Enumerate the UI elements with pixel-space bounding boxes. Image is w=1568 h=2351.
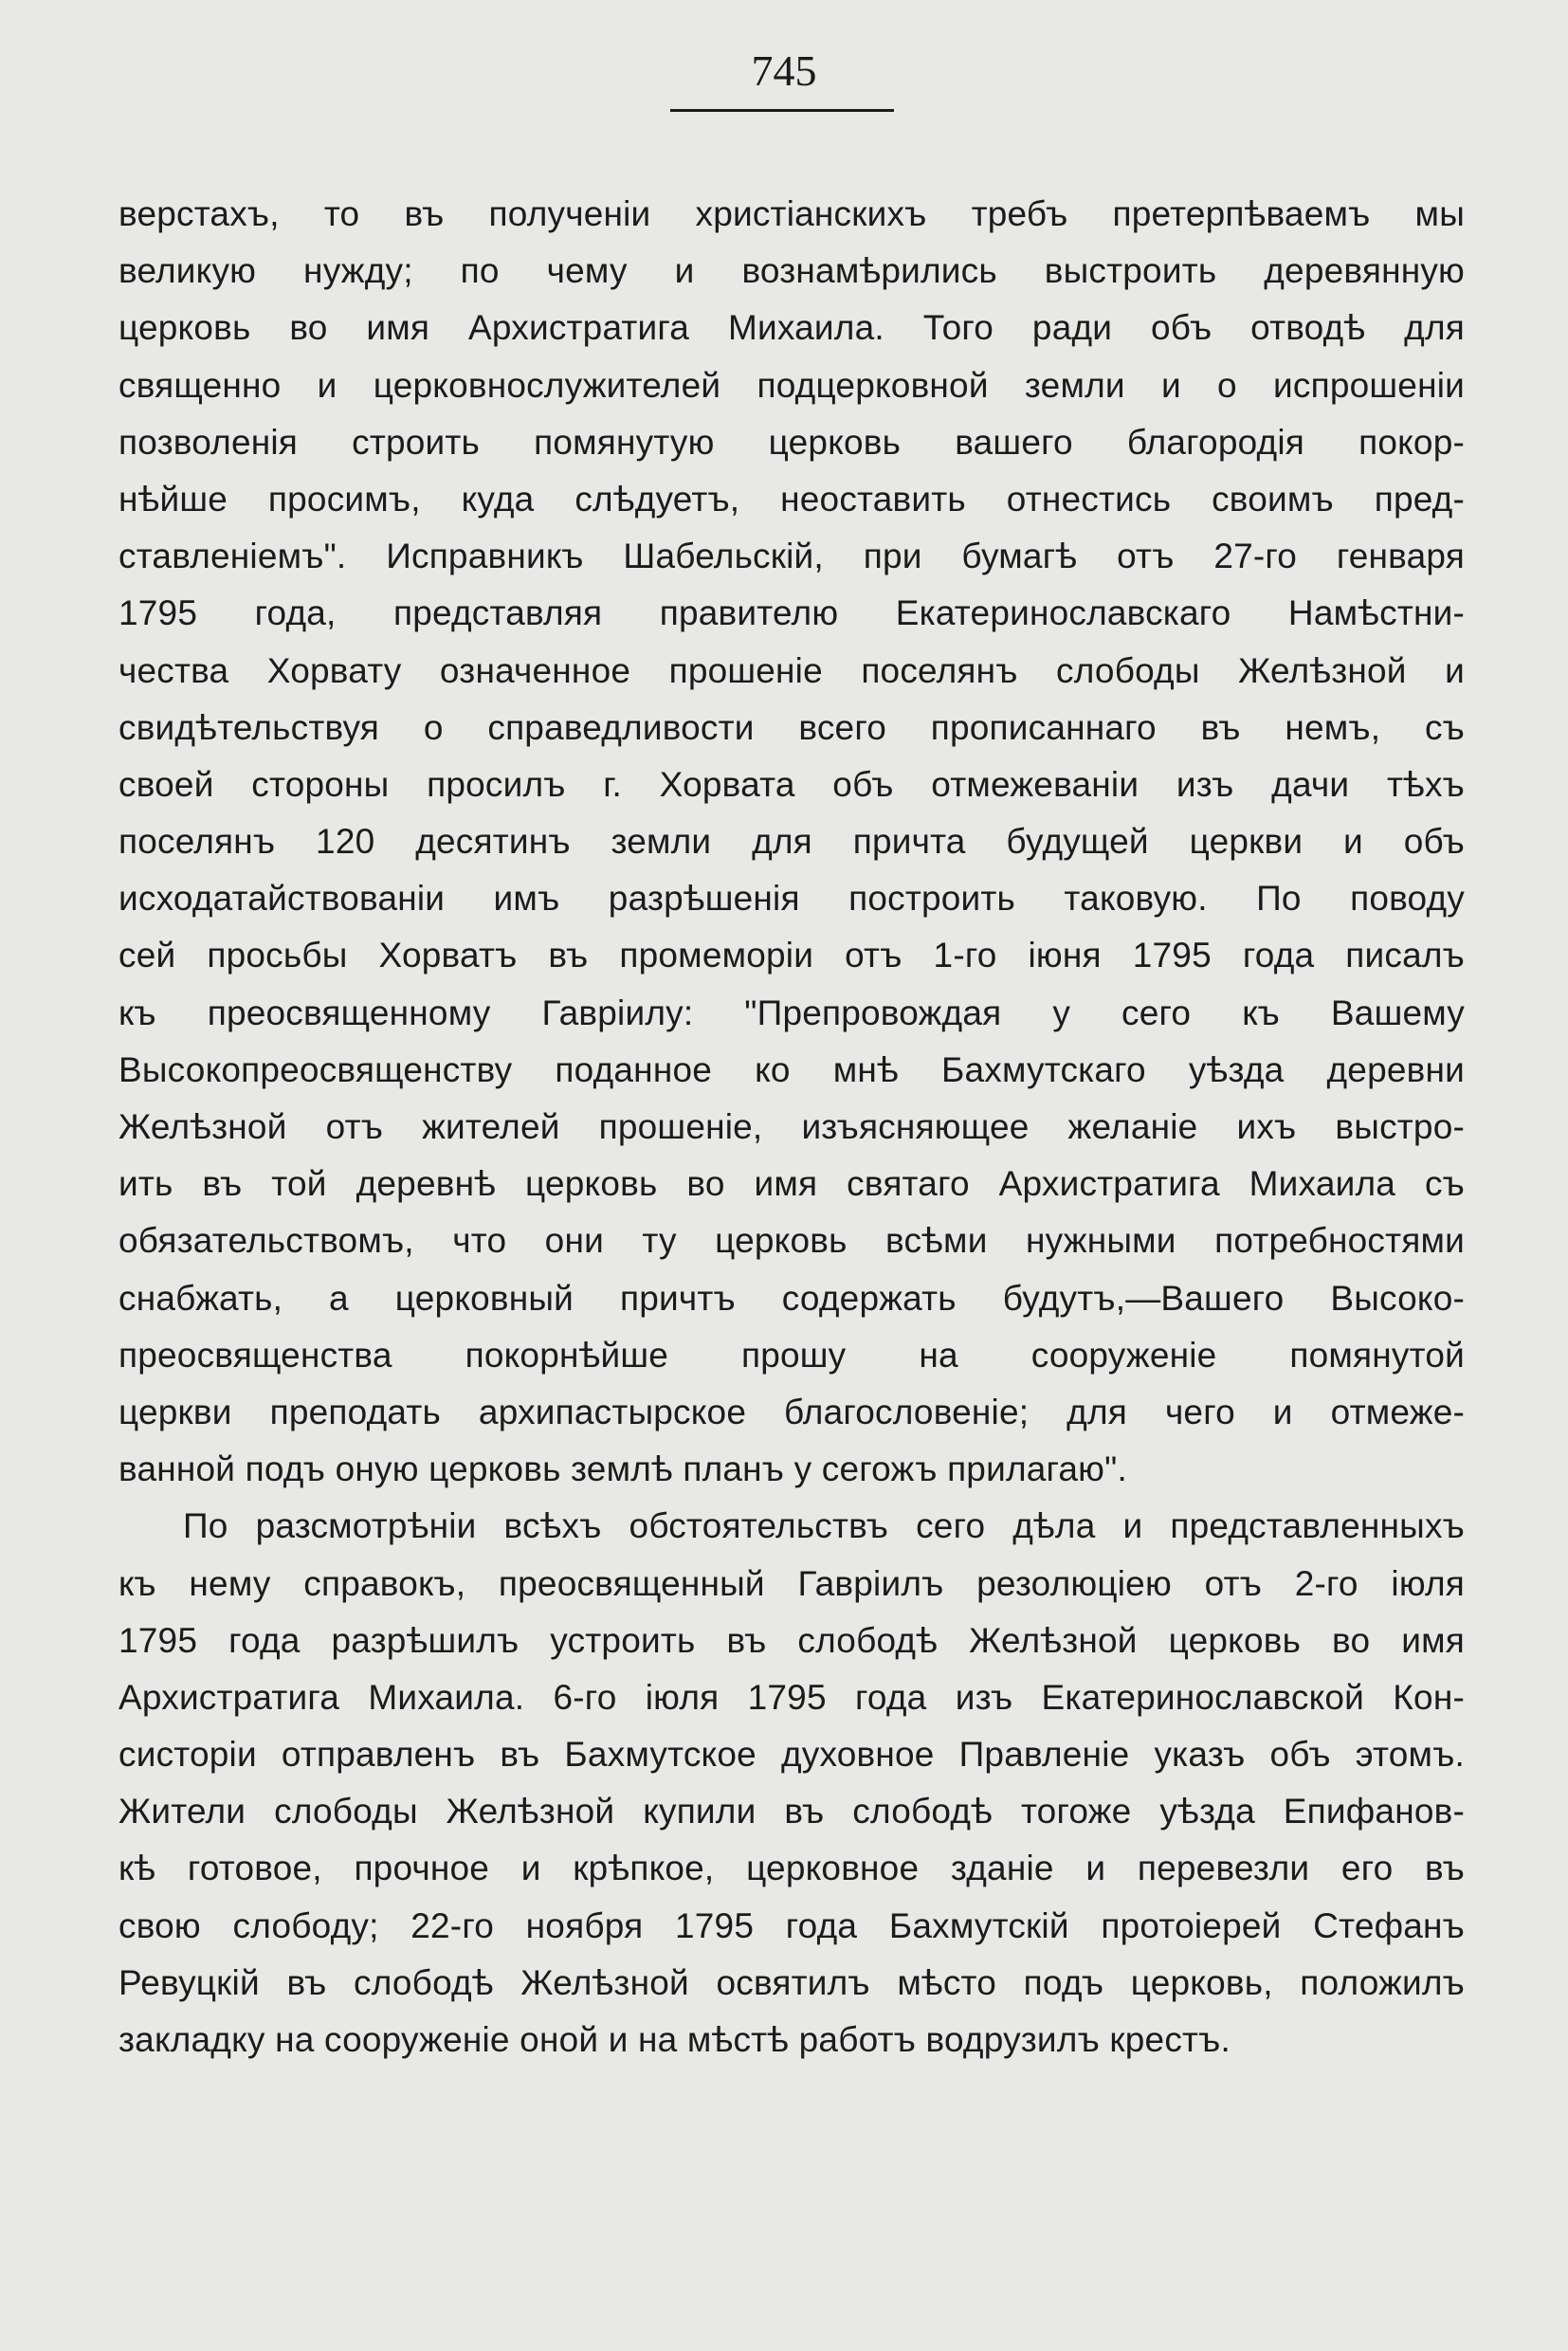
text-line: верстахъ, то въ полученіи христіанскихъ требъ претерпѣваемъ мы: [119, 194, 1465, 233]
text-line: священно и церковнослужителей подцерковной земли и о испрошеніи: [119, 365, 1465, 405]
text-line: снабжать, а церковный причтъ содержать будутъ,—Вашего Высоко-: [119, 1278, 1465, 1318]
text-line: поселянъ 120 десятинъ земли для причта будущей церкви и объ: [119, 822, 1465, 862]
text-line: позволенія строить помянутую церковь вашего благородія покор-: [119, 422, 1465, 462]
text-line: чества Хорвату означенное прошеніе поселянъ слободы Желѣзной и: [119, 650, 1465, 690]
text-line: сей просьбы Хорватъ въ промеморіи отъ 1-го іюня 1795 года писалъ: [119, 936, 1465, 975]
text-line: нѣйше просимъ, куда слѣдуетъ, неоставить отнестись своимъ пред-: [119, 479, 1465, 519]
text-line: ставленіемъ". Исправникъ Шабельскій, при бумагѣ отъ 27-го генваря: [119, 537, 1465, 576]
text-line: 1795 года разрѣшилъ устроить въ слободѣ Желѣзной церковь во имя: [119, 1620, 1465, 1660]
text-line: исходатайствованіи имъ разрѣшенія построить таковую. По поводу: [119, 879, 1465, 919]
paragraph: [119, 1498, 1465, 2069]
text-line: ить въ той деревнѣ церковь во имя святаго Архистратига Михаила съ: [119, 1164, 1465, 1204]
text-line: къ нему справокъ, преосвященный Гавріилъ резолюціею отъ 2-го іюля: [119, 1563, 1465, 1603]
text-line: къ преосвященному Гавріилу: "Препровождая у сего къ Вашему: [119, 993, 1465, 1032]
text-line: церкви преподать архипастырское благословеніе; для чего и отмеже-: [119, 1392, 1465, 1431]
text-line: преосвященства покорнѣйше прошу на сооруженіе помянутой: [119, 1335, 1465, 1375]
text-line: великую нужду; по чему и вознамѣрились выстроить деревянную: [119, 251, 1465, 291]
page-number-underline: [670, 109, 894, 112]
text-line: Ревуцкій въ слободѣ Желѣзной освятилъ мѣсто подъ церковь, положилъ: [119, 1962, 1465, 2002]
body-text: [119, 186, 1465, 2069]
text-line: систоріи отправленъ въ Бахмутское духовное Правленіе указъ объ этомъ.: [119, 1735, 1465, 1775]
paragraph: [119, 186, 1465, 1498]
text-line: 1795 года, представляя правителю Екатеринославскаго Намѣстни-: [119, 593, 1465, 633]
text-line: По разсмотрѣніи всѣхъ обстоятельствъ сего дѣла и представленныхъ: [183, 1506, 1465, 1546]
text-line: Жители слободы Желѣзной купили въ слободѣ тогоже уѣзда Епифанов-: [119, 1792, 1465, 1832]
text-line: Желѣзной отъ жителей прошеніе, изъясняющее желаніе ихъ выстро-: [119, 1107, 1465, 1146]
text-line: своей стороны просилъ г. Хорвата объ отмежеваніи изъ дачи тѣхъ: [119, 764, 1465, 804]
text-line: свидѣтельствуя о справедливости всего прописаннаго въ немъ, съ: [119, 707, 1465, 747]
text-line: ванной подъ оную церковь землѣ планъ у сегожъ прилагаю".: [119, 1449, 1127, 1489]
text-line: обязательствомъ, что они ту церковь всѣми нужными потребностями: [119, 1221, 1465, 1261]
text-line: закладку на сооруженіе оной и на мѣстѣ работъ водрузилъ крестъ.: [119, 2020, 1231, 2059]
text-line: кѣ готовое, прочное и крѣпкое, церковное зданіе и перевезли его въ: [119, 1849, 1465, 1888]
page-number: 745: [751, 46, 817, 95]
text-line: Высокопреосвященству поданное ко мнѣ Бахмутскаго уѣзда деревни: [119, 1049, 1465, 1089]
text-line: церковь во имя Архистратига Михаила. Того ради объ отводѣ для: [119, 308, 1465, 348]
text-line: Архистратига Михаила. 6-го іюля 1795 года изъ Екатеринославской Кон-: [119, 1677, 1465, 1717]
text-line: свою слободу; 22-го ноября 1795 года Бахмутскій протоіерей Стефанъ: [119, 1905, 1465, 1945]
